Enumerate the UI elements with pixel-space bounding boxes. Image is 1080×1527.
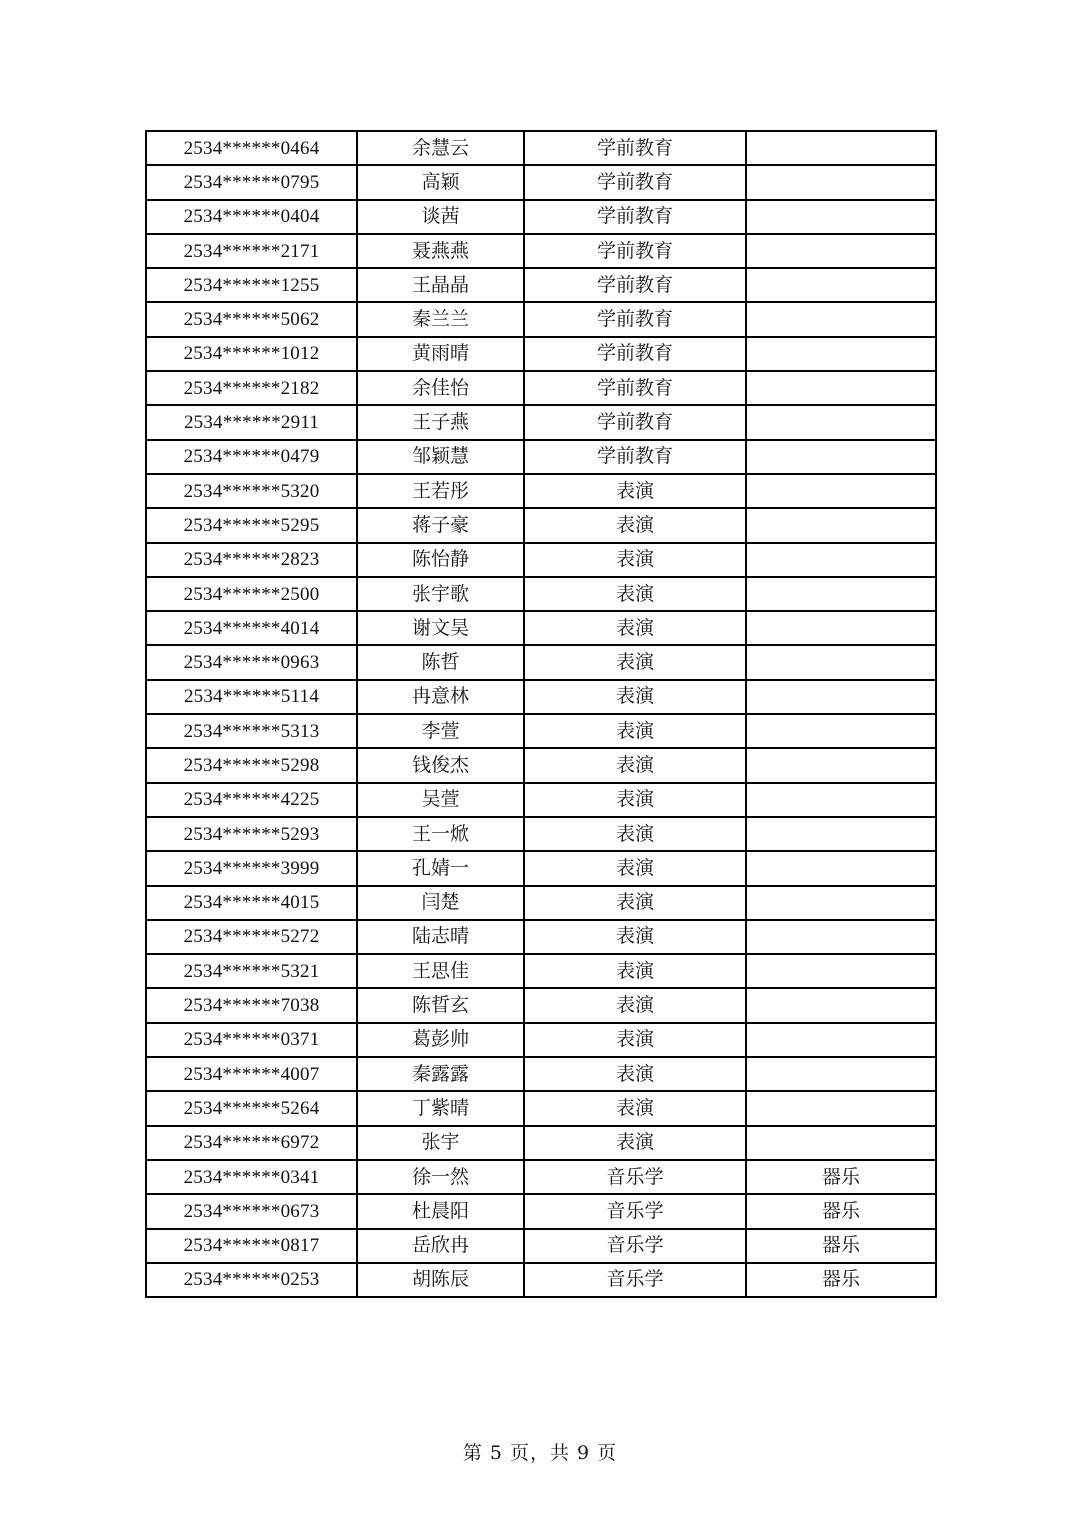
table-row	[146, 1023, 936, 1057]
student-name-cell: 秦兰兰	[357, 302, 524, 336]
student-name-cell: 吴萱	[357, 783, 524, 817]
table-row	[146, 714, 936, 748]
student-name-cell: 张宇	[357, 1126, 524, 1160]
major-cell: 表演	[524, 817, 746, 851]
major-cell: 表演	[524, 577, 746, 611]
student-name-cell: 杜晨阳	[357, 1194, 524, 1228]
major-cell: 表演	[524, 543, 746, 577]
major-cell: 音乐学	[524, 1160, 746, 1194]
direction-cell: 器乐	[746, 1194, 936, 1228]
exam-id-cell: 2534******4007	[146, 1057, 357, 1091]
student-name-cell: 张宇歌	[357, 577, 524, 611]
direction-cell	[746, 165, 936, 199]
table-row	[146, 440, 936, 474]
table-row	[146, 474, 936, 508]
table-row	[146, 1160, 936, 1194]
student-name-cell: 王子燕	[357, 405, 524, 439]
major-cell: 表演	[524, 886, 746, 920]
exam-id-cell: 2534******0464	[146, 131, 357, 165]
student-name-cell: 蒋子豪	[357, 508, 524, 542]
student-name-cell: 孔婧一	[357, 851, 524, 885]
table-row	[146, 680, 936, 714]
table-row	[146, 1126, 936, 1160]
student-name-cell: 丁紫晴	[357, 1091, 524, 1125]
student-name-cell: 谢文昊	[357, 611, 524, 645]
direction-cell	[746, 200, 936, 234]
table-row	[146, 577, 936, 611]
table-row	[146, 1091, 936, 1125]
major-cell: 表演	[524, 714, 746, 748]
student-name-cell: 葛彭帅	[357, 1023, 524, 1057]
direction-cell	[746, 1057, 936, 1091]
exam-id-cell: 2534******0404	[146, 200, 357, 234]
student-name-cell: 陈晢玄	[357, 988, 524, 1022]
exam-id-cell: 2534******0371	[146, 1023, 357, 1057]
roster-table	[145, 130, 937, 1298]
major-cell: 表演	[524, 680, 746, 714]
student-name-cell: 余佳怡	[357, 371, 524, 405]
student-name-cell: 冉意林	[357, 680, 524, 714]
direction-cell	[746, 577, 936, 611]
direction-cell	[746, 714, 936, 748]
table-row	[146, 886, 936, 920]
table-row	[146, 645, 936, 679]
student-name-cell: 邹颖慧	[357, 440, 524, 474]
exam-id-cell: 2534******5264	[146, 1091, 357, 1125]
major-cell: 学前教育	[524, 405, 746, 439]
student-name-cell: 陈怡静	[357, 543, 524, 577]
direction-cell	[746, 1023, 936, 1057]
direction-cell	[746, 474, 936, 508]
table-row	[146, 508, 936, 542]
student-name-cell: 余慧云	[357, 131, 524, 165]
student-name-cell: 王思佳	[357, 954, 524, 988]
student-name-cell: 秦露露	[357, 1057, 524, 1091]
direction-cell: 器乐	[746, 1263, 936, 1297]
major-cell: 音乐学	[524, 1229, 746, 1263]
student-name-cell: 王晶晶	[357, 268, 524, 302]
exam-id-cell: 2534******4015	[146, 886, 357, 920]
table-row	[146, 988, 936, 1022]
table-row	[146, 611, 936, 645]
student-name-cell: 陆志晴	[357, 920, 524, 954]
student-name-cell: 闫楚	[357, 886, 524, 920]
exam-id-cell: 2534******2823	[146, 543, 357, 577]
table-row	[146, 954, 936, 988]
direction-cell	[746, 748, 936, 782]
exam-id-cell: 2534******5272	[146, 920, 357, 954]
major-cell: 表演	[524, 954, 746, 988]
major-cell: 学前教育	[524, 268, 746, 302]
roster-table-body	[146, 131, 936, 1297]
exam-id-cell: 2534******5062	[146, 302, 357, 336]
exam-id-cell: 2534******5293	[146, 817, 357, 851]
exam-id-cell: 2534******5313	[146, 714, 357, 748]
direction-cell	[746, 508, 936, 542]
direction-cell	[746, 954, 936, 988]
exam-id-cell: 2534******6972	[146, 1126, 357, 1160]
major-cell: 学前教育	[524, 371, 746, 405]
table-row	[146, 268, 936, 302]
exam-id-cell: 2534******0673	[146, 1194, 357, 1228]
student-name-cell: 胡陈辰	[357, 1263, 524, 1297]
exam-id-cell: 2534******7038	[146, 988, 357, 1022]
direction-cell	[746, 817, 936, 851]
exam-id-cell: 2534******5320	[146, 474, 357, 508]
direction-cell	[746, 302, 936, 336]
table-row	[146, 131, 936, 165]
exam-id-cell: 2534******3999	[146, 851, 357, 885]
direction-cell	[746, 988, 936, 1022]
direction-cell: 器乐	[746, 1229, 936, 1263]
major-cell: 表演	[524, 1091, 746, 1125]
student-name-cell: 李萱	[357, 714, 524, 748]
direction-cell	[746, 405, 936, 439]
major-cell: 学前教育	[524, 131, 746, 165]
table-row	[146, 234, 936, 268]
table-row	[146, 748, 936, 782]
major-cell: 学前教育	[524, 200, 746, 234]
table-row	[146, 1263, 936, 1297]
direction-cell	[746, 543, 936, 577]
direction-cell	[746, 371, 936, 405]
table-row	[146, 851, 936, 885]
major-cell: 表演	[524, 508, 746, 542]
table-row	[146, 783, 936, 817]
table-row	[146, 543, 936, 577]
exam-id-cell: 2534******5321	[146, 954, 357, 988]
major-cell: 表演	[524, 1023, 746, 1057]
major-cell: 学前教育	[524, 165, 746, 199]
student-name-cell: 岳欣冉	[357, 1229, 524, 1263]
major-cell: 学前教育	[524, 440, 746, 474]
direction-cell	[746, 131, 936, 165]
exam-id-cell: 2534******0817	[146, 1229, 357, 1263]
table-row	[146, 1194, 936, 1228]
major-cell: 音乐学	[524, 1263, 746, 1297]
table-row	[146, 337, 936, 371]
student-name-cell: 聂燕燕	[357, 234, 524, 268]
table-row	[146, 165, 936, 199]
major-cell: 表演	[524, 1057, 746, 1091]
major-cell: 学前教育	[524, 337, 746, 371]
major-cell: 表演	[524, 920, 746, 954]
exam-id-cell: 2534******5295	[146, 508, 357, 542]
exam-id-cell: 2534******4014	[146, 611, 357, 645]
exam-id-cell: 2534******0479	[146, 440, 357, 474]
exam-id-cell: 2534******2182	[146, 371, 357, 405]
exam-id-cell: 2534******5298	[146, 748, 357, 782]
major-cell: 表演	[524, 851, 746, 885]
student-name-cell: 徐一然	[357, 1160, 524, 1194]
table-row	[146, 371, 936, 405]
table-row	[146, 1057, 936, 1091]
exam-id-cell: 2534******5114	[146, 680, 357, 714]
major-cell: 表演	[524, 988, 746, 1022]
direction-cell	[746, 440, 936, 474]
direction-cell	[746, 234, 936, 268]
major-cell: 表演	[524, 1126, 746, 1160]
exam-id-cell: 2534******2911	[146, 405, 357, 439]
exam-id-cell: 2534******1255	[146, 268, 357, 302]
exam-id-cell: 2534******2500	[146, 577, 357, 611]
exam-id-cell: 2534******0341	[146, 1160, 357, 1194]
student-name-cell: 高颖	[357, 165, 524, 199]
direction-cell	[746, 1126, 936, 1160]
direction-cell	[746, 783, 936, 817]
table-row	[146, 200, 936, 234]
student-name-cell: 陈哲	[357, 645, 524, 679]
student-name-cell: 钱俊杰	[357, 748, 524, 782]
table-row	[146, 1229, 936, 1263]
direction-cell	[746, 645, 936, 679]
exam-id-cell: 2534******0795	[146, 165, 357, 199]
student-name-cell: 王若彤	[357, 474, 524, 508]
student-name-cell: 黄雨晴	[357, 337, 524, 371]
major-cell: 表演	[524, 748, 746, 782]
exam-id-cell: 2534******1012	[146, 337, 357, 371]
direction-cell	[746, 886, 936, 920]
direction-cell	[746, 268, 936, 302]
exam-id-cell: 2534******4225	[146, 783, 357, 817]
student-name-cell: 谈茜	[357, 200, 524, 234]
major-cell: 表演	[524, 611, 746, 645]
table-row	[146, 302, 936, 336]
exam-id-cell: 2534******0253	[146, 1263, 357, 1297]
direction-cell	[746, 920, 936, 954]
table-row	[146, 405, 936, 439]
page-footer: 第 5 页，共 9 页	[462, 1442, 618, 1464]
major-cell: 表演	[524, 783, 746, 817]
direction-cell	[746, 851, 936, 885]
direction-cell	[746, 337, 936, 371]
exam-id-cell: 2534******0963	[146, 645, 357, 679]
table-row	[146, 817, 936, 851]
direction-cell	[746, 611, 936, 645]
direction-cell	[746, 680, 936, 714]
major-cell: 表演	[524, 474, 746, 508]
direction-cell	[746, 1091, 936, 1125]
exam-id-cell: 2534******2171	[146, 234, 357, 268]
table-row	[146, 920, 936, 954]
major-cell: 音乐学	[524, 1194, 746, 1228]
direction-cell: 器乐	[746, 1160, 936, 1194]
major-cell: 学前教育	[524, 302, 746, 336]
student-name-cell: 王一焮	[357, 817, 524, 851]
major-cell: 表演	[524, 645, 746, 679]
major-cell: 学前教育	[524, 234, 746, 268]
